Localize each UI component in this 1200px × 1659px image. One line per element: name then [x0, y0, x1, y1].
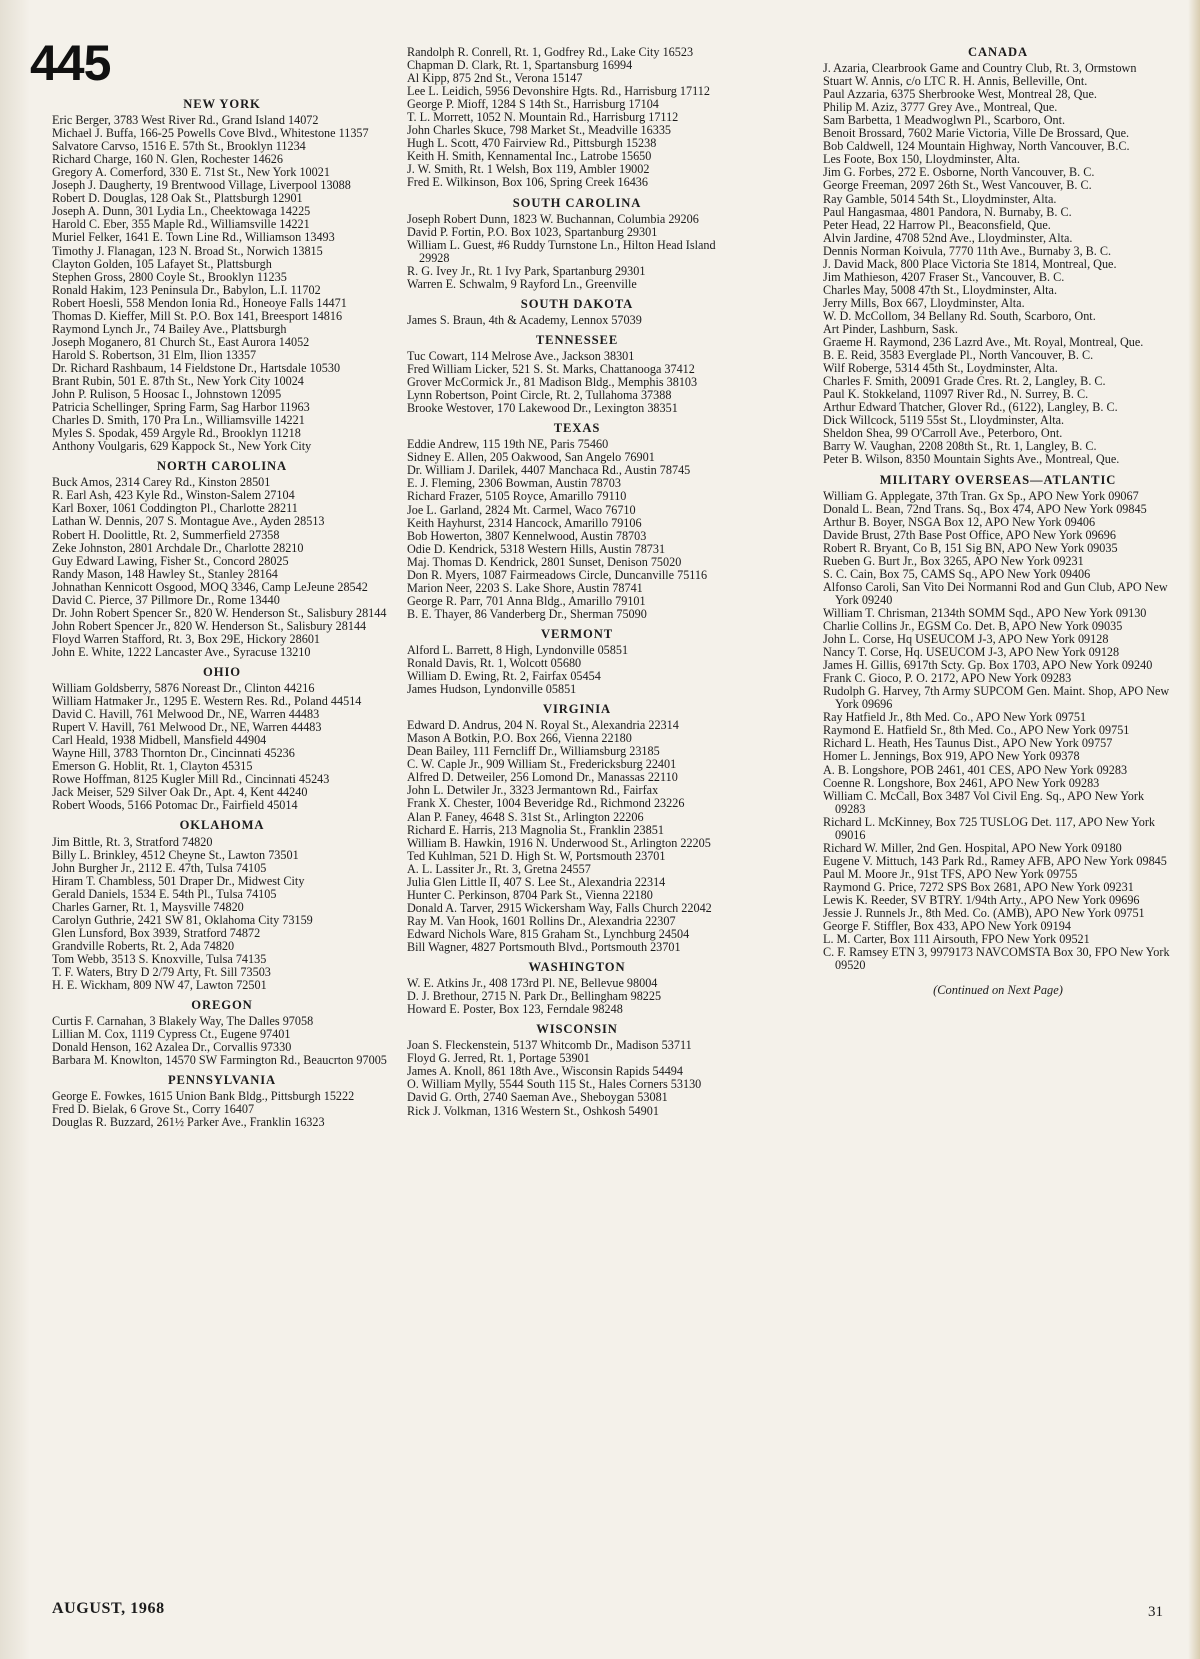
directory-entry: Rueben G. Burt Jr., Box 3265, APO New York 09231 — [823, 553, 1084, 568]
directory-entry: Gregory A. Comerford, 330 E. 71st St., New York 10021 — [52, 165, 330, 180]
directory-entry: Joseph Moganero, 81 Church St., East Aurora 14052 — [52, 334, 310, 349]
directory-entry: George F. Stiffler, Box 433, APO New York 09194 — [823, 919, 1071, 934]
directory-entry: Ray Gamble, 5014 54th St., Lloydminster, Alta. — [823, 191, 1057, 206]
directory-entry: Harold C. Eber, 355 Maple Rd., Williamsville 14221 — [52, 217, 310, 232]
directory-entry: Nancy T. Corse, Hq. USEUCOM J-3, APO New York 09128 — [823, 645, 1120, 660]
directory-entry: Emerson G. Hoblit, Rt. 1, Clayton 45315 — [52, 759, 253, 774]
directory-entry: Marion Neer, 2203 S. Lake Shore, Austin 78741 — [407, 580, 643, 595]
directory-entry: Eddie Andrew, 115 19th NE, Paris 75460 — [407, 437, 609, 452]
directory-entry: Patricia Schellinger, Spring Farm, Sag Harbor 11963 — [52, 400, 310, 415]
directory-entry: Clayton Golden, 105 Lafayet St., Plattsburgh — [52, 256, 272, 271]
directory-entry: Dennis Norman Koivula, 7770 11th Ave., Burnaby 3, B. C. — [823, 243, 1112, 258]
directory-entry: Anthony Voulgaris, 629 Kappock St., New York City — [52, 439, 312, 454]
directory-entry: Jack Meiser, 529 Silver Oak Dr., Apt. 4, Kent 44240 — [52, 785, 308, 800]
directory-entry: Ted Kuhlman, 521 D. High St. W, Portsmouth 23701 — [407, 848, 666, 863]
directory-entry: Billy L. Brinkley, 4512 Cheyne St., Lawton 73501 — [52, 847, 299, 862]
directory-entry: J. Azaria, Clearbrook Game and Country Club, Rt. 3, Ormstown — [823, 61, 1137, 76]
directory-entry: L. M. Carter, Box 111 Airsouth, FPO New York 09521 — [823, 932, 1090, 947]
directory-entry: Lathan W. Dennis, 207 S. Montague Ave., Ayden 28513 — [52, 514, 325, 529]
directory-entry: Carl Heald, 1938 Midbell, Mansfield 44904 — [52, 733, 267, 748]
directory-entry: Johnathan Kennicott Osgood, MOQ 3346, Camp LeJeune 28542 — [52, 579, 368, 594]
directory-entry: Michael J. Buffa, 166-25 Powells Cove Blvd., Whitestone 11357 — [52, 126, 369, 141]
directory-entry: C. F. Ramsey ETN 3, 9979173 NAVCOMSTA Box 30, FPO New York 09520 — [823, 945, 1170, 973]
directory-entry: William Goldsberry, 5876 Noreast Dr., Clinton 44216 — [52, 681, 315, 696]
directory-entry: Robert Woods, 5166 Potomac Dr., Fairfield 45014 — [52, 798, 298, 813]
directory-entry: Dr. John Robert Spencer Sr., 820 W. Henderson St., Salisbury 28144 — [52, 605, 387, 620]
directory-entry: James A. Knoll, 861 18th Ave., Wisconsin Rapids 54494 — [407, 1064, 683, 1079]
directory-entry: Maj. Thomas D. Kendrick, 2801 Sunset, Denison 75020 — [407, 554, 682, 569]
directory-entry: William Hatmaker Jr., 1295 E. Western Res. Rd., Poland 44514 — [52, 694, 362, 709]
directory-entry: Brooke Westover, 170 Lakewood Dr., Lexington 38351 — [407, 401, 678, 416]
directory-entry: T. F. Waters, Btry D 2/79 Arty, Ft. Sill 73503 — [52, 965, 271, 979]
column-1 — [52, 98, 392, 1130]
directory-entry: Alfred D. Detweiler, 256 Lomond Dr., Manassas 22110 — [407, 770, 678, 785]
section-heading: NEW YORK — [183, 97, 261, 111]
directory-entry: Arthur B. Boyer, NSGA Box 12, APO New York 09406 — [823, 514, 1096, 529]
directory-entry: Art Pinder, Lashburn, Sask. — [823, 321, 958, 336]
directory-entry: Karl Boxer, 1061 Coddington Pl., Charlotte 28211 — [52, 501, 298, 516]
directory-entry: John Robert Spencer Jr., 820 W. Henderson St., Salisbury 28144 — [52, 618, 367, 633]
directory-entry: Charles Garner, Rt. 1, Maysville 74820 — [52, 899, 244, 914]
directory-entry: Rowe Hoffman, 8125 Kugler Mill Rd., Cincinnati 45243 — [52, 772, 330, 787]
directory-entry: J. W. Smith, Rt. 1 Welsh, Box 119, Ambler 19002 — [407, 162, 650, 177]
directory-entry: Hunter C. Perkinson, 8704 Park St., Vienna 22180 — [407, 887, 653, 902]
directory-entry: A. B. Longshore, POB 2461, 401 CES, APO New York 09283 — [823, 762, 1128, 777]
directory-entry: David C. Pierce, 37 Pillmore Dr., Rome 13440 — [52, 592, 280, 607]
directory-entry: Al Kipp, 875 2nd St., Verona 15147 — [407, 71, 583, 86]
directory-entry: Buck Amos, 2314 Carey Rd., Kinston 28501 — [52, 475, 271, 490]
directory-entry: Eugene V. Mittuch, 143 Park Rd., Ramey AFB, APO New York 09845 — [823, 853, 1167, 868]
directory-entry: Robert Hoesli, 558 Mendon Ionia Rd., Honeoye Falls 14471 — [52, 295, 347, 310]
section-heading: OREGON — [191, 998, 253, 1013]
directory-entry: David P. Fortin, P.O. Box 1023, Spartanburg 29301 — [407, 224, 658, 239]
directory-entry: Rudolph G. Harvey, 7th Army SUPCOM Gen. Maint. Shop, APO New York 09696 — [823, 684, 1170, 712]
directory-entry: Alan P. Faney, 4648 S. 31st St., Arlington 22206 — [407, 809, 644, 824]
directory-entry: Bob Howerton, 3807 Kennelwood, Austin 78703 — [407, 528, 647, 543]
directory-entry: Curtis F. Carnahan, 3 Blakely Way, The Dalles 97058 — [52, 1014, 314, 1029]
directory-entry: Donald Henson, 162 Azalea Dr., Corvallis 97330 — [52, 1040, 292, 1055]
directory-entry: William G. Applegate, 37th Tran. Gx Sp., APO New York 09067 — [823, 488, 1139, 503]
directory-entry: Joseph A. Dunn, 301 Lydia Ln., Cheektowaga 14225 — [52, 204, 311, 219]
binding-margin — [0, 0, 30, 1659]
directory-entry: Raymond G. Price, 7272 SPS Box 2681, APO New York 09231 — [823, 879, 1134, 894]
directory-entry: Richard L. Heath, Hes Taunus Dist., APO New York 09757 — [823, 736, 1113, 751]
directory-entry: Frank X. Chester, 1004 Beveridge Rd., Richmond 23226 — [407, 796, 685, 811]
section-heading: MILITARY OVERSEAS—ATLANTIC — [879, 472, 1117, 487]
directory-entry: Dick Willcock, 5119 55st St., Lloydminster, Alta. — [823, 413, 1065, 428]
directory-entry: Jim Bittle, Rt. 3, Stratford 74820 — [52, 834, 213, 849]
directory-entry: Jerry Mills, Box 667, Lloydminster, Alta. — [823, 295, 1025, 310]
directory-entry: A. L. Lassiter Jr., Rt. 3, Gretna 24557 — [407, 861, 591, 876]
directory-entry: Sheldon Shea, 99 O'Carroll Ave., Peterboro, Ont. — [823, 426, 1063, 441]
continued-note: (Continued on Next Page) — [933, 983, 1063, 998]
directory-entry: Jim G. Forbes, 272 E. Osborne, North Vancouver, B. C. — [823, 165, 1095, 180]
directory-entry: Richard Frazer, 5105 Royce, Amarillo 79110 — [407, 489, 627, 504]
directory-entry: William C. McCall, Box 3487 Vol Civil Eng. Sq., APO New York 09283 — [823, 788, 1145, 816]
directory-entry: Muriel Felker, 1641 E. Town Line Rd., Williamson 13493 — [52, 230, 335, 245]
directory-entry: David C. Havill, 761 Melwood Dr., NE, Warren 44483 — [52, 707, 320, 722]
directory-entry: James H. Gillis, 6917th Scty. Gp. Box 1703, APO New York 09240 — [823, 658, 1153, 673]
directory-entry: Raymond E. Hatfield Sr., 8th Med. Co., APO New York 09751 — [823, 723, 1130, 738]
directory-entry: Dean Bailey, 111 Ferncliff Dr., Williamsburg 23185 — [407, 744, 660, 759]
directory-entry: Ronald Davis, Rt. 1, Wolcott 05680 — [407, 656, 582, 671]
directory-entry: Lee L. Leidich, 5956 Devonshire Hgts. Rd., Harrisburg 17112 — [407, 84, 710, 99]
directory-entry: J. David Mack, 800 Place Victoria Ste 1814, Montreal, Que. — [823, 256, 1117, 271]
directory-entry: Odie D. Kendrick, 5318 Western Hills, Austin 78731 — [407, 541, 666, 556]
directory-entry: Carolyn Guthrie, 2421 SW 81, Oklahoma City 73159 — [52, 912, 313, 927]
section-heading: SOUTH CAROLINA — [512, 195, 642, 210]
directory-entry: James S. Braun, 4th & Academy, Lennox 57039 — [407, 312, 642, 327]
directory-entry: Salvatore Carvso, 1516 E. 57th St., Brooklyn 11234 — [52, 139, 306, 154]
section-heading: NORTH CAROLINA — [156, 459, 288, 474]
directory-entry: Glen Lunsford, Box 3939, Stratford 74872 — [52, 925, 261, 940]
directory-entry: Wayne Hill, 3783 Thornton Dr., Cincinnati 45236 — [52, 746, 295, 761]
directory-entry: Paul Azzaria, 6375 Sherbrooke West, Montreal 28, Que. — [823, 87, 1097, 102]
directory-entry: Bob Caldwell, 124 Mountain Highway, North Vancouver, B.C. — [823, 139, 1130, 154]
directory-entry: R. Earl Ash, 423 Kyle Rd., Winston-Salem 27104 — [52, 488, 295, 503]
directory-entry: Alford L. Barrett, 8 High, Lyndonville 05851 — [407, 642, 629, 657]
directory-entry: Paul M. Moore Jr., 91st TFS, APO New York 09755 — [823, 866, 1078, 881]
directory-entry: Bill Wagner, 4827 Portsmouth Blvd., Portsmouth 23701 — [407, 940, 681, 954]
directory-entry: Randolph R. Conrell, Rt. 1, Godfrey Rd., Lake City 16523 — [407, 45, 694, 59]
directory-entry: Barbara M. Knowlton, 14570 SW Farmington Rd., Beaucrton 97005 — [52, 1053, 387, 1068]
directory-entry: W. D. McCollom, 34 Bellany Rd. South, Scarboro, Ont. — [823, 308, 1096, 323]
directory-entry: Guy Edward Lawing, Fisher St., Concord 28025 — [52, 553, 289, 568]
directory-entry: Richard W. Miller, 2nd Gen. Hospital, APO New York 09180 — [823, 840, 1122, 855]
directory-entry: Lewis K. Reeder, SV BTRY. 1/94th Arty., APO New York 09696 — [823, 893, 1140, 907]
directory-entry: Charles F. Smith, 20091 Grade Cres. Rt. 2, Langley, B. C. — [823, 374, 1106, 389]
directory-entry: John E. White, 1222 Lancaster Ave., Syracuse 13210 — [52, 644, 311, 659]
directory-entry: Jim Mathieson, 4207 Fraser St., Vancouver, B. C. — [823, 269, 1065, 284]
directory-entry: Grover McCormick Jr., 81 Madison Bldg., Memphis 38103 — [407, 375, 698, 390]
directory-entry: Charles D. Smith, 170 Pra Ln., Williamsville 14221 — [52, 413, 305, 428]
directory-entry: Howard E. Poster, Box 123, Ferndale 98248 — [407, 1002, 623, 1017]
section-heading: OKLAHOMA — [179, 818, 265, 833]
directory-entry: William D. Ewing, Rt. 2, Fairfax 05454 — [407, 669, 601, 684]
directory-entry: Philip M. Aziz, 3777 Grey Ave., Montreal, Que. — [823, 100, 1058, 115]
directory-entry: Alfonso Caroli, San Vito Dei Normanni Rod and Gun Club, APO New York 09240 — [823, 579, 1168, 607]
directory-entry: Robert H. Doolittle, Rt. 2, Summerfield 27358 — [52, 527, 280, 542]
section-heading: VERMONT — [540, 626, 614, 641]
directory-entry: Richard L. McKinney, Box 725 TUSLOG Det. 117, APO New York 09016 — [823, 814, 1155, 842]
directory-entry: Tom Webb, 3513 S. Knoxville, Tulsa 74135 — [52, 951, 267, 966]
directory-entry: Chapman D. Clark, Rt. 1, Spartansburg 16994 — [407, 58, 633, 73]
directory-entry: Frank C. Gioco, P. O. 2172, APO New York 09283 — [823, 671, 1072, 686]
directory-entry: Thomas D. Kieffer, Mill St. P.O. Box 141, Breesport 14816 — [52, 308, 343, 323]
issue-number: 445 — [30, 35, 111, 91]
directory-entry: Les Foote, Box 150, Lloydminster, Alta. — [823, 152, 1020, 167]
section-heading: SOUTH DAKOTA — [520, 296, 634, 311]
section-heading: VIRGINIA — [542, 702, 612, 717]
footer-page-number: 31 — [1148, 1604, 1163, 1620]
directory-entry: E. J. Fleming, 2306 Bowman, Austin 78703 — [407, 476, 621, 491]
directory-entry: T. L. Morrett, 1052 N. Mountain Rd., Harrisburg 17112 — [407, 110, 679, 125]
directory-entry: Keith H. Smith, Kennamental Inc., Latrobe 15650 — [407, 149, 652, 164]
directory-entry: George E. Fowkes, 1615 Union Bank Bldg., Pittsburgh 15222 — [52, 1089, 355, 1104]
directory-entry: Graeme H. Raymond, 236 Lazrd Ave., Mt. Royal, Montreal, Que. — [823, 335, 1144, 350]
directory-entry: David G. Orth, 2740 Saeman Ave., Sheboygan 53081 — [407, 1090, 668, 1105]
directory-entry: S. C. Cain, Box 75, CAMS Sq., APO New York 09406 — [823, 566, 1091, 581]
directory-entry: Donald A. Tarver, 2915 Wickersham Way, Falls Church 22042 — [407, 900, 712, 915]
directory-entry: Ray Hatfield Jr., 8th Med. Co., APO New York 09751 — [823, 710, 1087, 725]
directory-entry: Harold S. Robertson, 31 Elm, Ilion 13357 — [52, 347, 257, 362]
directory-entry: Eric Berger, 3783 West River Rd., Grand Island 14072 — [52, 113, 319, 128]
directory-entry: Peter B. Wilson, 8350 Mountain Sights Ave., Montreal, Que. — [823, 452, 1120, 467]
directory-entry: Rupert V. Havill, 761 Melwood Dr., NE, Warren 44483 — [52, 720, 322, 735]
directory-entry: Barry W. Vaughan, 2208 208th St., Rt. 1, Langley, B. C. — [823, 439, 1097, 454]
directory-entry: C. W. Caple Jr., 909 William St., Fredericksburg 22401 — [407, 757, 677, 772]
directory-entry: James Hudson, Lyndonville 05851 — [407, 682, 577, 697]
directory-entry: Floyd G. Jerred, Rt. 1, Portage 53901 — [407, 1051, 590, 1066]
directory-entry: Edward Nichols Ware, 815 Graham St., Lynchburg 24504 — [407, 926, 690, 941]
directory-entry: Edward D. Andrus, 204 N. Royal St., Alexandria 22314 — [407, 718, 679, 733]
directory-entry: Grandville Roberts, Rt. 2, Ada 74820 — [52, 938, 235, 953]
directory-entry: Randy Mason, 148 Hawley St., Stanley 28164 — [52, 566, 278, 581]
column-3 — [823, 46, 1173, 997]
directory-entry: Coenne R. Longshore, Box 2461, APO New York 09283 — [823, 775, 1100, 790]
directory-entry: Donald L. Bean, 72nd Trans. Sq., Box 474, APO New York 09845 — [823, 501, 1147, 516]
section-heading: PENNSYLVANIA — [167, 1073, 277, 1088]
directory-entry: John Charles Skuce, 798 Market St., Meadville 16335 — [407, 123, 672, 138]
directory-entry: George P. Mioff, 1284 S 14th St., Harrisburg 17104 — [407, 97, 659, 112]
directory-entry: Richard Charge, 160 N. Glen, Rochester 14626 — [52, 152, 283, 167]
directory-entry: H. E. Wickham, 809 NW 47, Lawton 72501 — [52, 978, 267, 993]
directory-entry: George R. Parr, 701 Anna Bldg., Amarillo 79101 — [407, 593, 646, 608]
directory-entry: Fred William Licker, 521 S. St. Marks, Chattanooga 37412 — [407, 362, 695, 377]
directory-entry: Lynn Robertson, Point Circle, Rt. 2, Tullahoma 37388 — [407, 388, 672, 403]
directory-entry: Robert R. Bryant, Co B, 151 Sig BN, APO New York 09035 — [823, 540, 1118, 555]
directory-entry: Hiram T. Chambless, 501 Draper Dr., Midwest City — [52, 873, 305, 888]
directory-entry: George Freeman, 2097 26th St., West Vancouver, B. C. — [823, 178, 1092, 193]
directory-entry: W. E. Atkins Jr., 408 173rd Pl. NE, Bellevue 98004 — [407, 976, 658, 991]
directory-entry: Alvin Jardine, 4708 52nd Ave., Lloydminster, Alta. — [823, 230, 1073, 245]
directory-entry: Joe L. Garland, 2824 Mt. Carmel, Waco 76710 — [407, 502, 636, 517]
directory-entry: B. E. Reid, 3583 Everglade Pl., North Vancouver, B. C. — [823, 348, 1094, 363]
directory-entry: Homer L. Jennings, Box 919, APO New York 09378 — [823, 749, 1080, 764]
directory-entry: Richard E. Harris, 213 Magnolia St., Franklin 23851 — [407, 822, 664, 837]
directory-entry: William T. Chrisman, 2134th SOMM Sqd., APO New York 09130 — [823, 605, 1147, 620]
directory-entry: Stephen Gross, 2800 Coyle St., Brooklyn 11235 — [52, 269, 287, 284]
directory-entry: Charlie Collins Jr., EGSM Co. Det. B, APO New York 09035 — [823, 619, 1123, 634]
directory-entry: Fred D. Bielak, 6 Grove St., Corry 16407 — [52, 1102, 255, 1117]
directory-entry: Sidney E. Allen, 205 Oakwood, San Angelo 76901 — [407, 450, 655, 465]
directory-entry: William B. Hawkin, 1916 N. Underwood St., Arlington 22205 — [407, 835, 711, 850]
directory-entry: Robert D. Douglas, 128 Oak St., Plattsburgh 12901 — [52, 191, 303, 206]
directory-entry: Brant Rubin, 501 E. 87th St., New York City 10024 — [52, 373, 304, 388]
directory-entry: Charles May, 5008 47th St., Lloydminster, Alta. — [823, 282, 1057, 297]
footer-date: AUGUST, 1968 — [52, 1600, 165, 1617]
directory-entry: Joseph J. Daugherty, 19 Brentwood Village, Liverpool 13088 — [52, 178, 351, 193]
directory-entry: Joseph Robert Dunn, 1823 W. Buchannan, Columbia 29206 — [407, 211, 699, 226]
directory-entry: John L. Corse, Hq USEUCOM J-3, APO New York 09128 — [823, 632, 1109, 647]
directory-entry: Hugh L. Scott, 470 Fairview Rd., Pittsburgh 15238 — [407, 136, 657, 151]
directory-entry: Raymond Lynch Jr., 74 Bailey Ave., Plattsburgh — [52, 321, 287, 336]
directory-entry: Peter Head, 22 Harrow Pl., Beaconsfield, Que. — [823, 217, 1051, 232]
section-heading: WISCONSIN — [536, 1022, 618, 1037]
directory-entry: John Burgher Jr., 2112 E. 47th, Tulsa 74105 — [52, 860, 267, 875]
directory-entry: Paul K. Stokkeland, 11097 River Rd., N. Surrey, B. C. — [823, 387, 1089, 402]
directory-entry: Julia Glen Little II, 407 S. Lee St., Alexandria 22314 — [407, 874, 666, 889]
directory-entry: Gerald Daniels, 1534 E. 54th Pl., Tulsa 74105 — [52, 886, 277, 901]
directory-entry: R. G. Ivey Jr., Rt. 1 Ivy Park, Spartanburg 29301 — [407, 263, 646, 278]
directory-entry: Dr. William J. Darilek, 4407 Manchaca Rd., Austin 78745 — [407, 463, 691, 478]
directory-entry: Zeke Johnston, 2801 Archdale Dr., Charlotte 28210 — [52, 540, 304, 555]
section-heading: OHIO — [203, 664, 241, 679]
directory-entry: Joan S. Fleckenstein, 5137 Whitcomb Dr., Madison 53711 — [407, 1038, 692, 1053]
directory-entry: John L. Detwiler Jr., 3323 Jermantown Rd., Fairfax — [407, 783, 659, 798]
directory-entry: Lillian M. Cox, 1119 Cypress Ct., Eugene 97401 — [52, 1027, 291, 1042]
directory-entry: Don R. Myers, 1087 Fairmeadows Circle, Duncanville 75116 — [407, 567, 708, 582]
section-heading: TEXAS — [553, 421, 601, 436]
directory-entry: Floyd Warren Stafford, Rt. 3, Box 29E, Hickory 28601 — [52, 631, 321, 646]
directory-entry: Benoit Brossard, 7602 Marie Victoria, Ville De Brossard, Que. — [823, 126, 1130, 141]
directory-entry: John P. Rulison, 5 Hoosac I., Johnstown 12095 — [52, 387, 282, 402]
directory-entry: Sam Barbetta, 1 Meadwoglwn Pl., Scarboro, Ont. — [823, 113, 1066, 128]
directory-entry: Paul Hangasmaa, 4801 Pandora, N. Burnaby, B. C. — [823, 204, 1072, 219]
directory-entry: Rick J. Volkman, 1316 Western St., Oshkosh 54901 — [407, 1103, 659, 1118]
directory-entry: William L. Guest, #6 Ruddy Turnstone Ln., Hilton Head Island 29928 — [407, 237, 716, 265]
directory-entry: Jessie J. Runnels Jr., 8th Med. Co. (AMB), APO New York 09751 — [823, 906, 1145, 921]
section-heading: CANADA — [968, 45, 1028, 59]
directory-entry: Tuc Cowart, 114 Melrose Ave., Jackson 38301 — [407, 348, 635, 363]
directory-entry: Keith Hayhurst, 2314 Hancock, Amarillo 79106 — [407, 515, 642, 530]
directory-entry: Davide Brust, 27th Base Post Office, APO New York 09696 — [823, 527, 1116, 542]
page-edge — [1188, 0, 1200, 1659]
directory-entry: Mason A Botkin, P.O. Box 266, Vienna 22180 — [407, 731, 632, 746]
directory-entry: Ray M. Van Hook, 1601 Rollins Dr., Alexandria 22307 — [407, 913, 676, 928]
directory-entry: D. J. Brethour, 2715 N. Park Dr., Bellingham 98225 — [407, 989, 662, 1004]
directory-entry: Arthur Edward Thatcher, Glover Rd., (6122), Langley, B. C. — [823, 400, 1118, 415]
directory-entry: B. E. Thayer, 86 Vanderberg Dr., Sherman 75090 — [407, 606, 647, 621]
directory-entry: Stuart W. Annis, c/o LTC R. H. Annis, Belleville, Ont. — [823, 74, 1088, 89]
column-2 — [407, 46, 747, 1118]
section-heading: TENNESSEE — [535, 332, 619, 347]
directory-entry: Douglas R. Buzzard, 261½ Parker Ave., Franklin 16323 — [52, 1115, 325, 1130]
directory-entry: Wilf Roberge, 5314 45th St., Loydminster, Alta. — [823, 361, 1058, 376]
directory-entry: O. William Mylly, 5544 South 115 St., Hales Corners 53130 — [407, 1077, 702, 1092]
directory-entry: Warren E. Schwalm, 9 Rayford Ln., Greenville — [407, 276, 637, 291]
directory-entry: Ronald Hakim, 123 Peninsula Dr., Babylon, L.I. 11702 — [52, 282, 321, 297]
directory-entry: Fred E. Wilkinson, Box 106, Spring Creek 16436 — [407, 175, 648, 190]
directory-entry: Dr. Richard Rashbaum, 14 Fieldstone Dr., Hartsdale 10530 — [52, 360, 341, 375]
directory-entry: Timothy J. Flanagan, 123 N. Broad St., Norwich 13815 — [52, 243, 323, 258]
section-heading: WASHINGTON — [528, 960, 626, 975]
directory-entry: Myles S. Spodak, 459 Argyle Rd., Brooklyn 11218 — [52, 426, 301, 441]
